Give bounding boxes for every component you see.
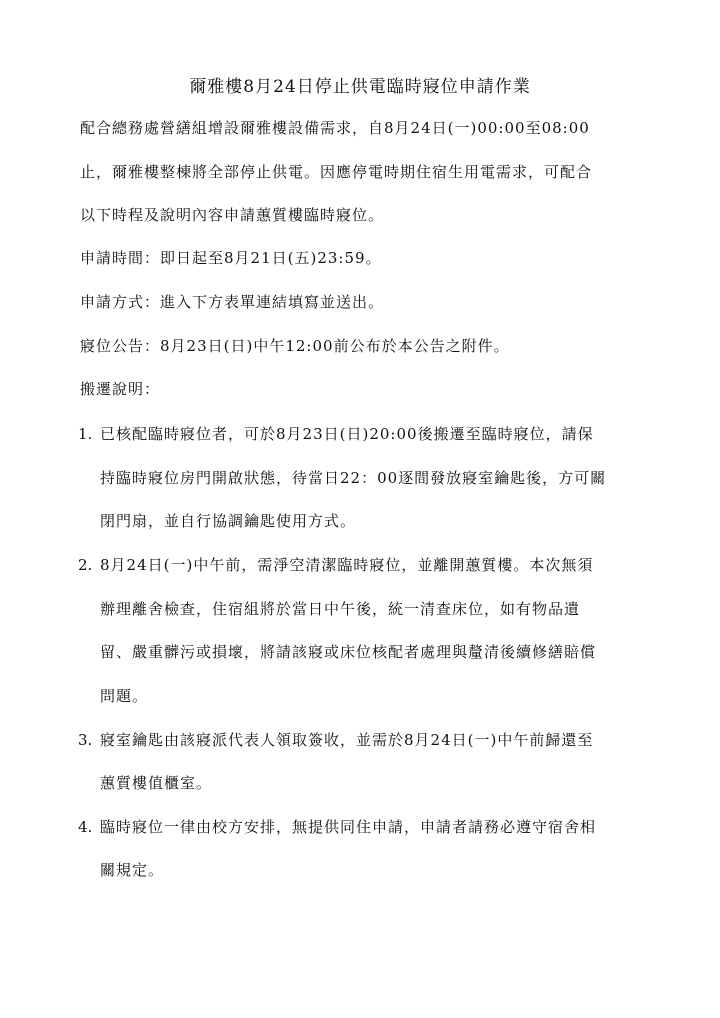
- intro-line-3: 以下時程及說明內容申請蕙質樓臨時寢位。: [80, 206, 385, 224]
- document-title: 爾雅樓8月24日停止供電臨時寢位申請作業: [189, 77, 531, 97]
- item-4-line-1: 臨時寢位一律由校方安排，無提供同住申請，申請者請務必遵守宿舍相: [100, 818, 597, 836]
- item-2-line-4: 問題。: [100, 687, 149, 705]
- item-3-number: 3.: [78, 731, 93, 749]
- item-4-number: 4.: [78, 818, 93, 836]
- move-heading: 搬遷說明：: [80, 380, 161, 398]
- item-3-line-1: 寢室鑰匙由該寢派代表人領取簽收，並需於8月24日(一)中午前歸還至: [100, 731, 594, 749]
- intro-line-2: 止，爾雅樓整棟將全部停止供電。因應停電時期住宿生用電需求，可配合: [80, 163, 593, 181]
- item-3-line-2: 蕙質樓值櫃室。: [100, 774, 213, 792]
- item-2-line-1: 8月24日(一)中午前，需淨空清潔臨時寢位，並離開蕙質樓。本次無須: [100, 556, 594, 574]
- item-2-number: 2.: [78, 556, 93, 574]
- item-1-line-3: 閉門扇，並自行協調鑰匙使用方式。: [100, 512, 357, 530]
- apply-method: 申請方式：進入下方表單連結填寫並送出。: [80, 293, 385, 311]
- item-1-line-1: 已核配臨時寢位者，可於8月23日(日)20:00後搬遷至臨時寢位，請保: [100, 425, 594, 443]
- intro-line-1: 配合總務處營繕組增設爾雅樓設備需求，自8月24日(一)00:00至08:00: [80, 119, 590, 137]
- item-2-line-2: 辦理離舍檢查，住宿組將於當日中午後，統一清查床位，如有物品遺: [100, 600, 581, 618]
- item-1-number: 1.: [78, 425, 93, 443]
- item-4-line-2: 關規定。: [100, 861, 165, 879]
- apply-time: 申請時間：即日起至8月21日(五)23:59。: [80, 249, 382, 267]
- announcement: 寢位公告：8月23日(日)中午12:00前公布於本公告之附件。: [80, 337, 510, 355]
- item-1-line-2: 持臨時寢位房門開啟狀態，待當日22：00逐間發放寢室鑰匙後，方可關: [100, 469, 607, 487]
- item-2-line-3: 留、嚴重髒污或損壞，將請該寢或床位核配者處理與釐清後續修繕賠償: [100, 643, 597, 661]
